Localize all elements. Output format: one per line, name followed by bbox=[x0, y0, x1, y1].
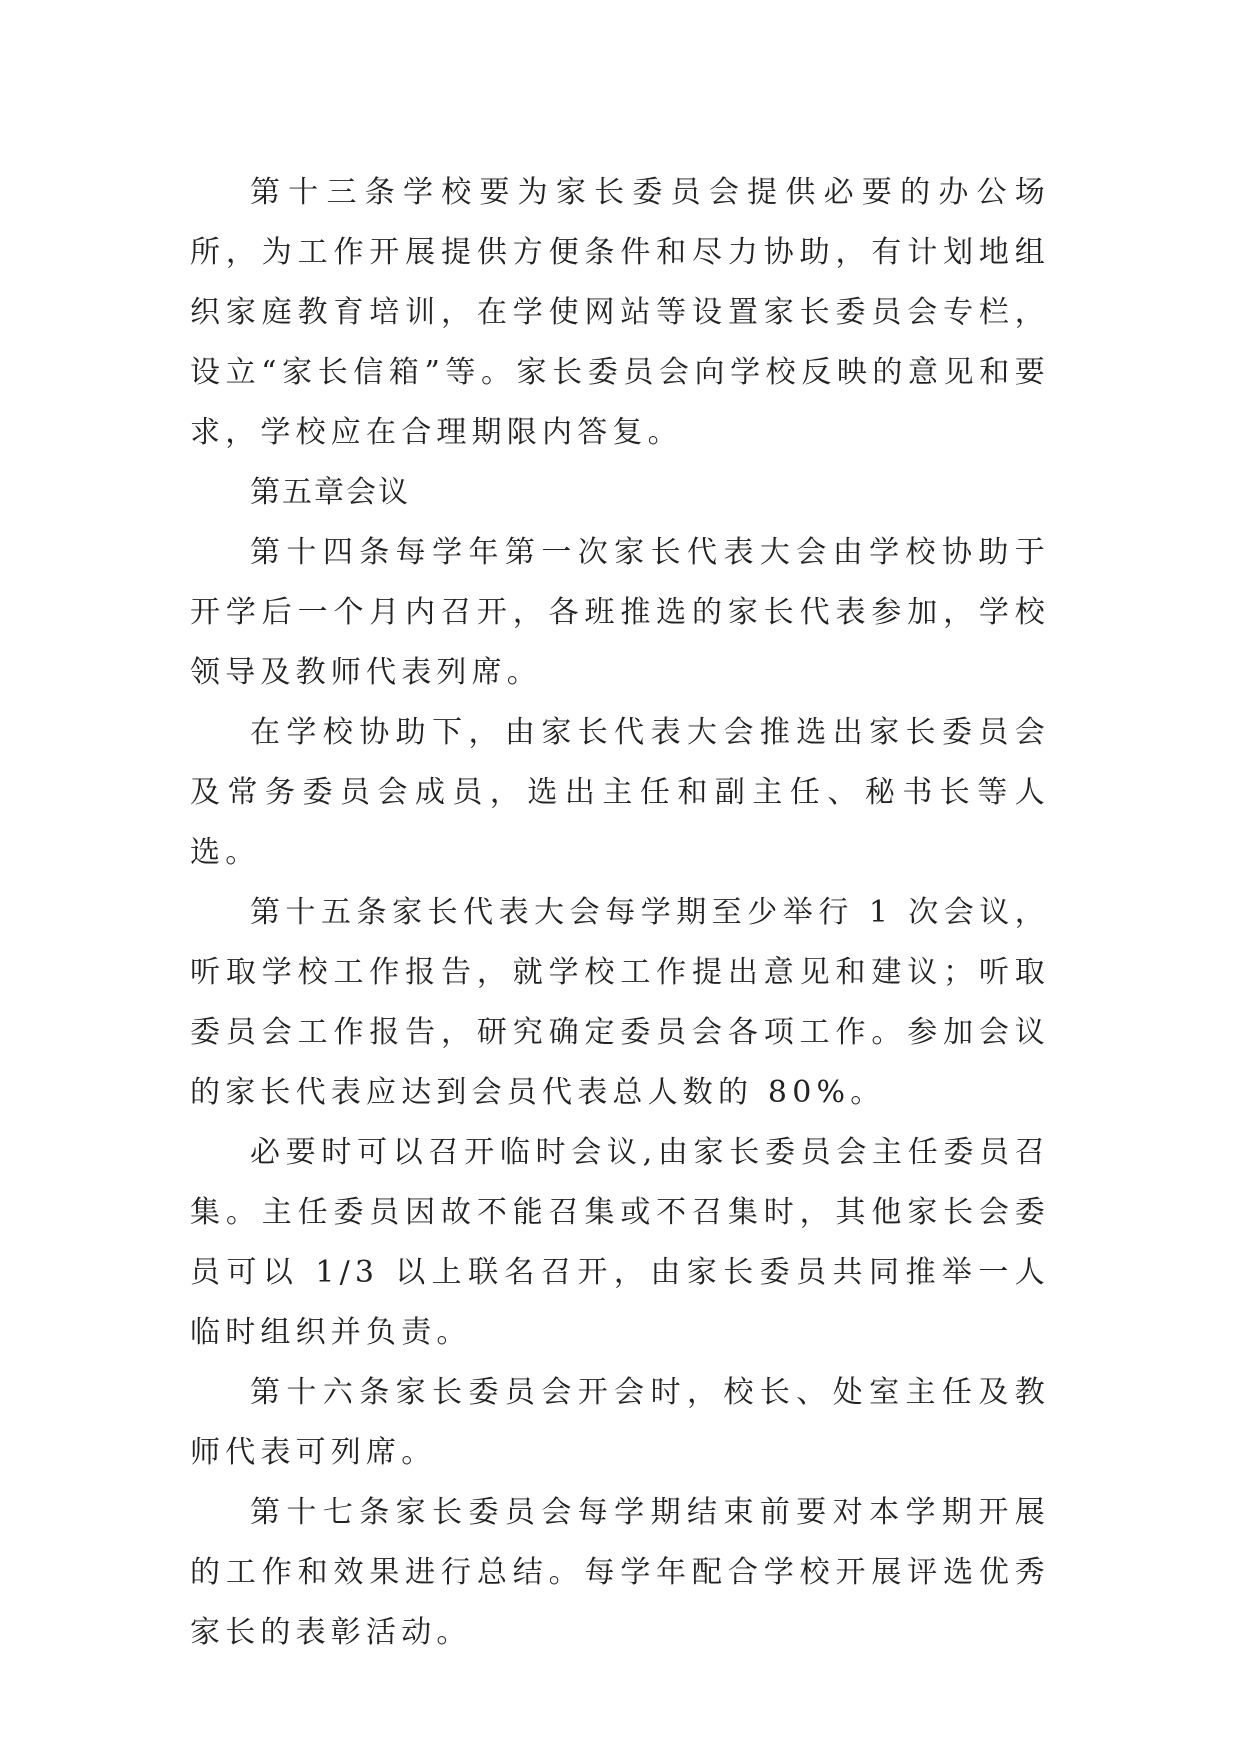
chapter-5-heading: 第五章会议 bbox=[250, 475, 410, 510]
article-16-paragraph: 第十六条家长委员会开会时，校长、处室主任及教师代表可列席。 bbox=[190, 1375, 1050, 1470]
article-13-paragraph: 第十三条学校要为家长委员会提供必要的办公场所，为工作开展提供方便条件和尽力协助，有计划地组织家庭教育培训，在学使网站等设置家长委员会专栏，设立“家长信箱”等。家长委员会向学校反映的意见和要求，学校应在合理期限内答复。 bbox=[190, 175, 1050, 450]
document-body bbox=[190, 163, 1050, 1663]
article-14-paragraph: 第十四条每学年第一次家长代表大会由学校协助于开学后一个月内召开，各班推选的家长代表参加，学校领导及教师代表列席。 bbox=[190, 535, 1050, 690]
article-15-paragraph: 第十五条家长代表大会每学期至少举行 1 次会议，听取学校工作报告，就学校工作提出意见和建议；听取委员会工作报告，研究确定委员会各项工作。参加会议的家长代表应达到会员代表总人数的 80%。 bbox=[190, 895, 1050, 1110]
article-14-continuation-paragraph: 在学校协助下，由家长代表大会推选出家长委员会及常务委员会成员，选出主任和副主任、秘书长等人选。 bbox=[190, 715, 1050, 870]
article-17-paragraph: 第十七条家长委员会每学期结束前要对本学期开展的工作和效果进行总结。每学年配合学校开展评选优秀家长的表彰活动。 bbox=[190, 1495, 1050, 1650]
article-15-continuation-paragraph: 必要时可以召开临时会议,由家长委员会主任委员召集。主任委员因故不能召集或不召集时，其他家长会委员可以 1/3 以上联名召开，由家长委员共同推举一人临时组织并负责。 bbox=[190, 1135, 1050, 1350]
